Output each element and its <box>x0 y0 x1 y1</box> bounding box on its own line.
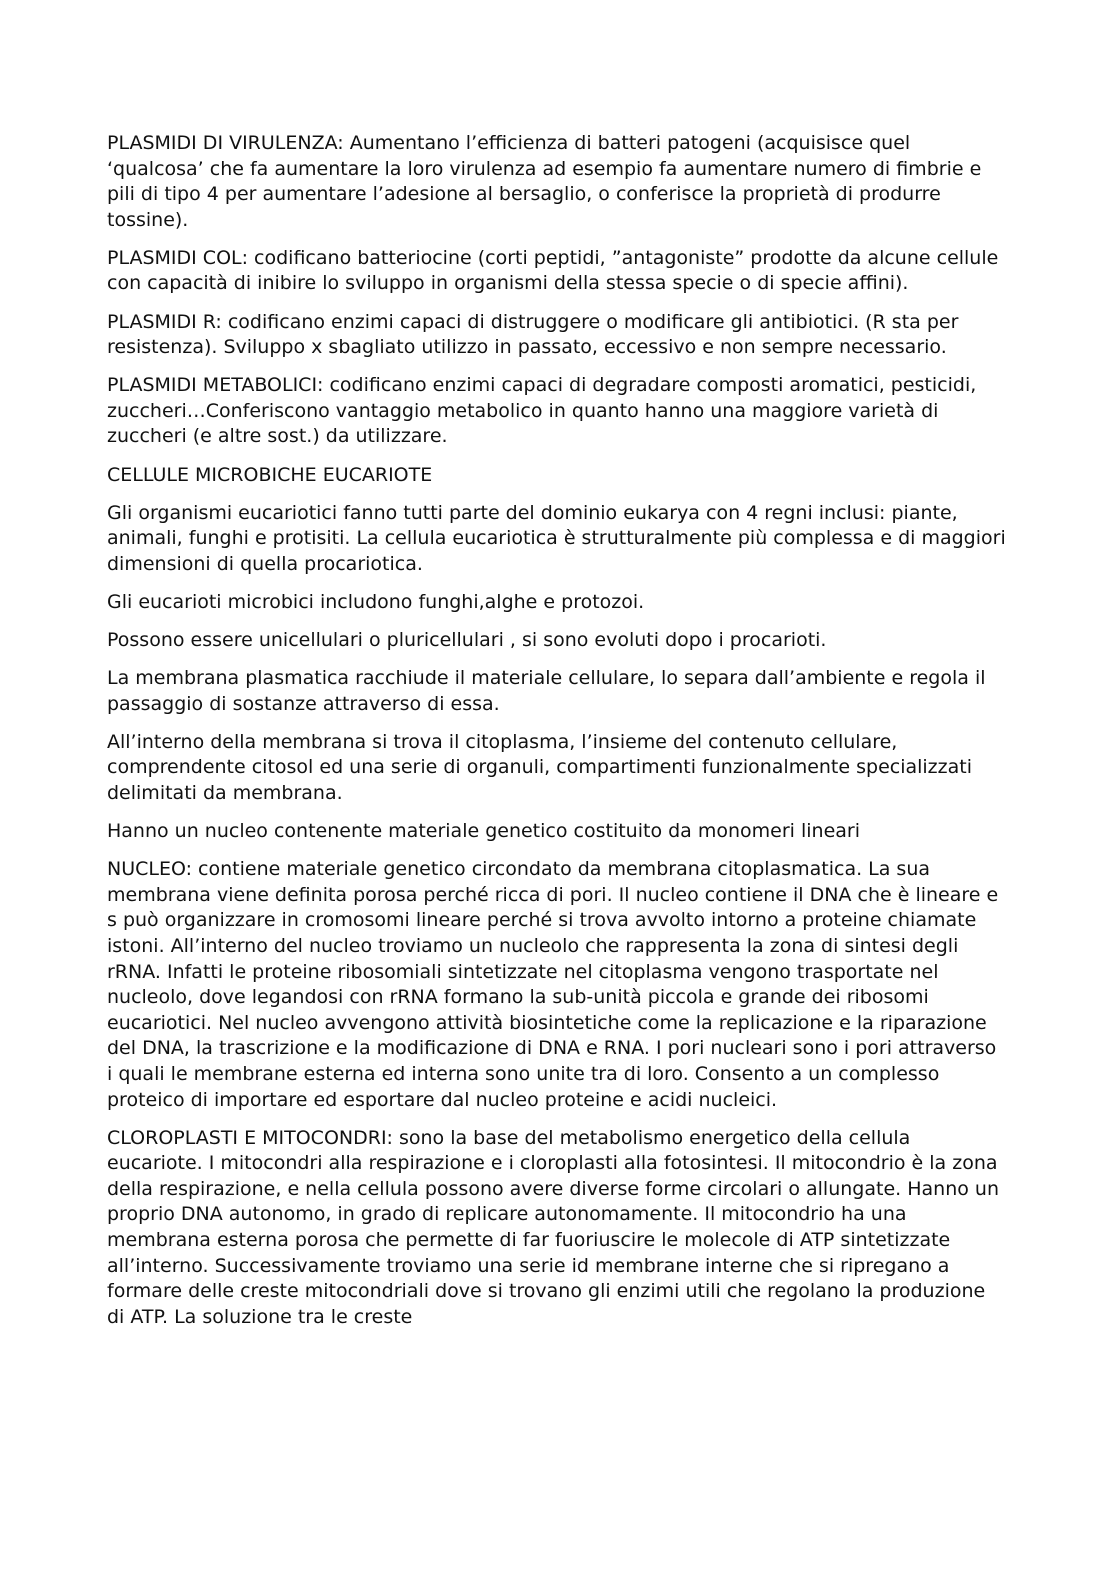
paragraph-plasmidi-r: PLASMIDI R: codificano enzimi capaci di distruggere o modificare gli antibiotici. (R sta per resistenza). Sviluppo x sbagliato utilizzo in passato, eccessivo e non sempre necessario. <box>107 310 959 359</box>
paragraph-nucleo: NUCLEO: contiene materiale genetico circondato da membrana citoplasmatica. La sua membrana viene definita porosa perché ricca di pori. Il nucleo contiene il DNA che è lineare e s può organizzare in cromosomi lineare perché si trova avvolto intorno a proteine chiamate istoni. All’interno del nucleo troviamo un nucleolo che rappresenta la zona di sintesi degli rRNA. Infatti le proteine ribosomiali sintetizzate nel citoplasma vengono trasportate nel nucleolo, dove legandosi con rRNA formano la sub-unità piccola e grande dei ribosomi eucariotici. Nel nucleo avvengono attività biosintetiche come la replicazione e la riparazione del DNA, la trascrizione e la modificazione di DNA e RNA. I pori nucleari sono i pori attraverso i quali le membrane esterna ed interna sono unite tra di loro. Consento a un complesso proteico di importare ed esportare dal nucleo proteine e acidi nucleici. <box>107 858 999 1111</box>
paragraph-plasmidi-virulenza: PLASMIDI DI VIRULENZA: Aumentano l’efficienza di batteri patogeni (acquisisce quel ‘qualcosa’ che fa aumentare la loro virulenza ad esempio fa aumentare numero di fimbrie e pili di tipo 4 per aumentare l’adesione al bersaglio, o conferisce la proprietà di produrre tossine). <box>107 132 982 231</box>
paragraph-nucleo-monomeri: Hanno un nucleo contenente materiale genetico costituito da monomeri lineari <box>107 820 860 843</box>
paragraph-eucarioti-microbici: Gli eucarioti microbici includono funghi,alghe e protozoi. <box>107 590 645 613</box>
paragraph-cloroplasti-mitocondri: CLOROPLASTI E MITOCONDRI: sono la base del metabolismo energetico della cellula eucariote. I mitocondri alla respirazione e i cloroplasti alla fotosintesi. Il mitocondrio è la zona della respirazione, e nella cellula possono avere diverse forme circolari o allungate. Hanno un proprio DNA autonomo, in grado di replicare autonomamente. Il mitocondrio ha una membrana esterna porosa che permette di far fuoriuscire le molecole di ATP sintetizzate all’interno. Successivamente troviamo una serie id membrane interne che si ripregano a formare delle creste mitocondriali dove si trovano gli enzimi utili che regolano la produzione di ATP. La soluzione tra le creste <box>107 1126 999 1328</box>
paragraph-plasmidi-metabolici: PLASMIDI METABOLICI: codificano enzimi capaci di degradare composti aromatici, pesticidi, zuccheri…Conferiscono vantaggio metabolico in quanto hanno una maggiore varietà di zuccheri (e altre sost.) da utilizzare. <box>107 374 977 448</box>
paragraph-plasmidi-col: PLASMIDI COL: codificano batteriocine (corti peptidi, ”antagoniste” prodotte da alcune cellule con capacità di inibire lo sviluppo in organismi della stessa specie o di specie affini). <box>107 246 999 295</box>
paragraph-membrana-plasmatica: La membrana plasmatica racchiude il materiale cellulare, lo separa dall’ambiente e regola il passaggio di sostanze attraverso di essa. <box>107 667 986 715</box>
paragraph-citoplasma: All’interno della membrana si trova il citoplasma, l’insieme del contenuto cellulare, comprendente citosol ed una serie di organuli, compartimenti funzionalmente specializzati delimitati da membrana. <box>107 730 973 804</box>
paragraph-unicellulari: Possono essere unicellulari o pluricellulari , si sono evoluti dopo i procarioti. <box>107 629 827 651</box>
section-heading-cellule-eucariote: CELLULE MICROBICHE EUCARIOTE <box>107 463 433 486</box>
document-body <box>107 131 1007 1343</box>
paragraph-organismi-eucariotici: Gli organismi eucariotici fanno tutti parte del dominio eukarya con 4 regni inclusi: piante, animali, funghi e protisiti. La cellula eucariotica è strutturalmente più complessa e di maggiori dimensioni di quella procariotica. <box>107 501 1006 575</box>
